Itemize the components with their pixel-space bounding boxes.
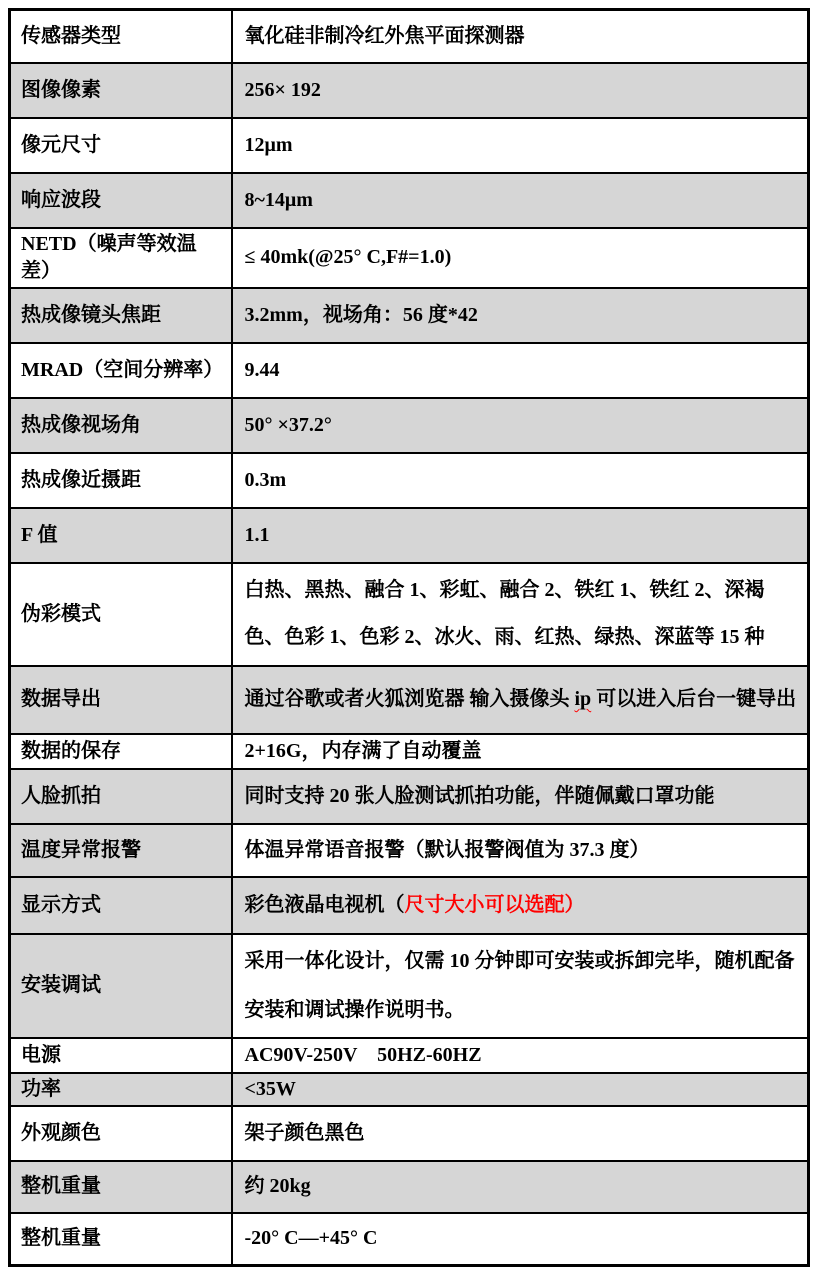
spec-value-cell [232, 666, 809, 734]
table-row [10, 934, 809, 1038]
value-text: ≤ 40mk(@25° C,F#=1.0) [244, 246, 452, 268]
value-text: AC90V-250V 50HZ-60HZ [244, 1043, 482, 1066]
spec-label-cell: 人脸抓拍 [10, 769, 232, 824]
value-text: -20° C—+45° C [244, 1227, 378, 1250]
value-text: 50° ×37.2° [244, 413, 332, 436]
spec-label-cell: 数据导出 [10, 666, 232, 734]
value-text: 同时支持 20 张人脸测试抓拍功能，伴随佩戴口罩功能 [244, 784, 715, 807]
value-text: 架子颜色黑色 [244, 1121, 365, 1144]
spec-label-cell: 图像像素 [10, 63, 232, 118]
spec-label-cell: NETD（噪声等效温差） [10, 228, 232, 288]
value-text: 体温异常语音报警（默认报警阀值为 37.3 度） [244, 838, 650, 861]
value-text: 氧化硅非制冷红外焦平面探测器 [244, 24, 525, 47]
table-row [10, 666, 809, 734]
spec-value-cell [232, 769, 809, 824]
spec-label-cell: 伪彩模式 [10, 563, 232, 666]
spec-label-cell: 整机重量 [10, 1161, 232, 1213]
table-row [10, 10, 809, 63]
value-text: 0.3m [244, 468, 287, 491]
value-text: <35W [244, 1077, 296, 1100]
spec-label-cell: 外观颜色 [10, 1106, 232, 1161]
spec-table-body [10, 10, 809, 1266]
value-text: 通过谷歌或者火狐浏览器 输入摄像头 [244, 688, 575, 710]
spec-label-cell: 热成像视场角 [10, 398, 232, 453]
table-row [10, 63, 809, 118]
spec-label-cell: 热成像近摄距 [10, 453, 232, 508]
spec-value-cell [232, 1213, 809, 1266]
table-row [10, 343, 809, 398]
spec-label-cell: 数据的保存 [10, 734, 232, 769]
spec-value-cell [232, 1161, 809, 1213]
value-text: 3.2mm，视场角：56 度*42 [244, 303, 478, 326]
spec-label-cell: F 值 [10, 508, 232, 563]
table-row [10, 1106, 809, 1161]
spec-value-cell [232, 1038, 809, 1073]
spec-value-cell [232, 10, 809, 63]
value-text: 8~14μm [244, 188, 313, 211]
table-row [10, 1073, 809, 1106]
table-row [10, 228, 809, 288]
spec-label-cell: 响应波段 [10, 173, 232, 228]
spellcheck-underlined-text: ip [574, 688, 592, 710]
table-row [10, 288, 809, 343]
value-text: 采用一体化设计，仅需 10 分钟即可安装或拆卸完毕，随机配备安装和调试操作说明书。 [244, 949, 795, 1021]
spec-label-cell: 整机重量 [10, 1213, 232, 1266]
value-text: 彩色液晶电视机（ [244, 893, 405, 916]
value-text: 9.44 [244, 358, 280, 381]
value-text: 2+16G，内存满了自动覆盖 [244, 739, 482, 762]
value-text: 约 20kg [244, 1175, 311, 1197]
table-row [10, 1038, 809, 1073]
spec-value-cell [232, 508, 809, 563]
spec-value-cell [232, 1073, 809, 1106]
value-text: 白热、黑热、融合 1、彩虹、融合 2、铁红 1、铁红 2、深褐色、色彩 1、色彩 2、冰火、雨、红热、绿热、深蓝等 15 种 [244, 579, 765, 648]
value-text: 可以进入后台一键导出 [591, 688, 797, 710]
spec-value-cell [232, 173, 809, 228]
spec-label-cell: 像元尺寸 [10, 118, 232, 173]
table-row [10, 1161, 809, 1213]
spec-value-cell [232, 343, 809, 398]
red-highlighted-text: 尺寸大小可以选配） [404, 893, 585, 916]
spec-value-cell [232, 398, 809, 453]
spec-label-cell: 功率 [10, 1073, 232, 1106]
spec-table [8, 8, 810, 1267]
table-row [10, 877, 809, 934]
spec-value-cell [232, 563, 809, 666]
table-row [10, 118, 809, 173]
spec-value-cell [232, 934, 809, 1038]
spec-label-cell: 安装调试 [10, 934, 232, 1038]
table-row [10, 1213, 809, 1266]
value-text: 256× 192 [244, 78, 321, 101]
spec-value-cell [232, 288, 809, 343]
spec-label-cell: 温度异常报警 [10, 824, 232, 877]
table-row [10, 769, 809, 824]
spec-value-cell [232, 824, 809, 877]
spec-label-cell: 传感器类型 [10, 10, 232, 63]
table-row [10, 734, 809, 769]
table-row [10, 824, 809, 877]
spec-label-cell: 热成像镜头焦距 [10, 288, 232, 343]
table-row [10, 508, 809, 563]
spec-label-cell: MRAD（空间分辨率） [10, 343, 232, 398]
spec-value-cell [232, 734, 809, 769]
table-row [10, 173, 809, 228]
spec-value-cell [232, 228, 809, 288]
spec-label-cell: 显示方式 [10, 877, 232, 934]
value-text: 1.1 [244, 523, 270, 546]
spec-value-cell [232, 118, 809, 173]
spec-value-cell [232, 63, 809, 118]
table-row [10, 563, 809, 666]
table-row [10, 453, 809, 508]
spec-label-cell: 电源 [10, 1038, 232, 1073]
spec-value-cell [232, 453, 809, 508]
spec-value-cell [232, 877, 809, 934]
value-text: 12μm [244, 133, 293, 156]
spec-value-cell [232, 1106, 809, 1161]
table-row [10, 398, 809, 453]
